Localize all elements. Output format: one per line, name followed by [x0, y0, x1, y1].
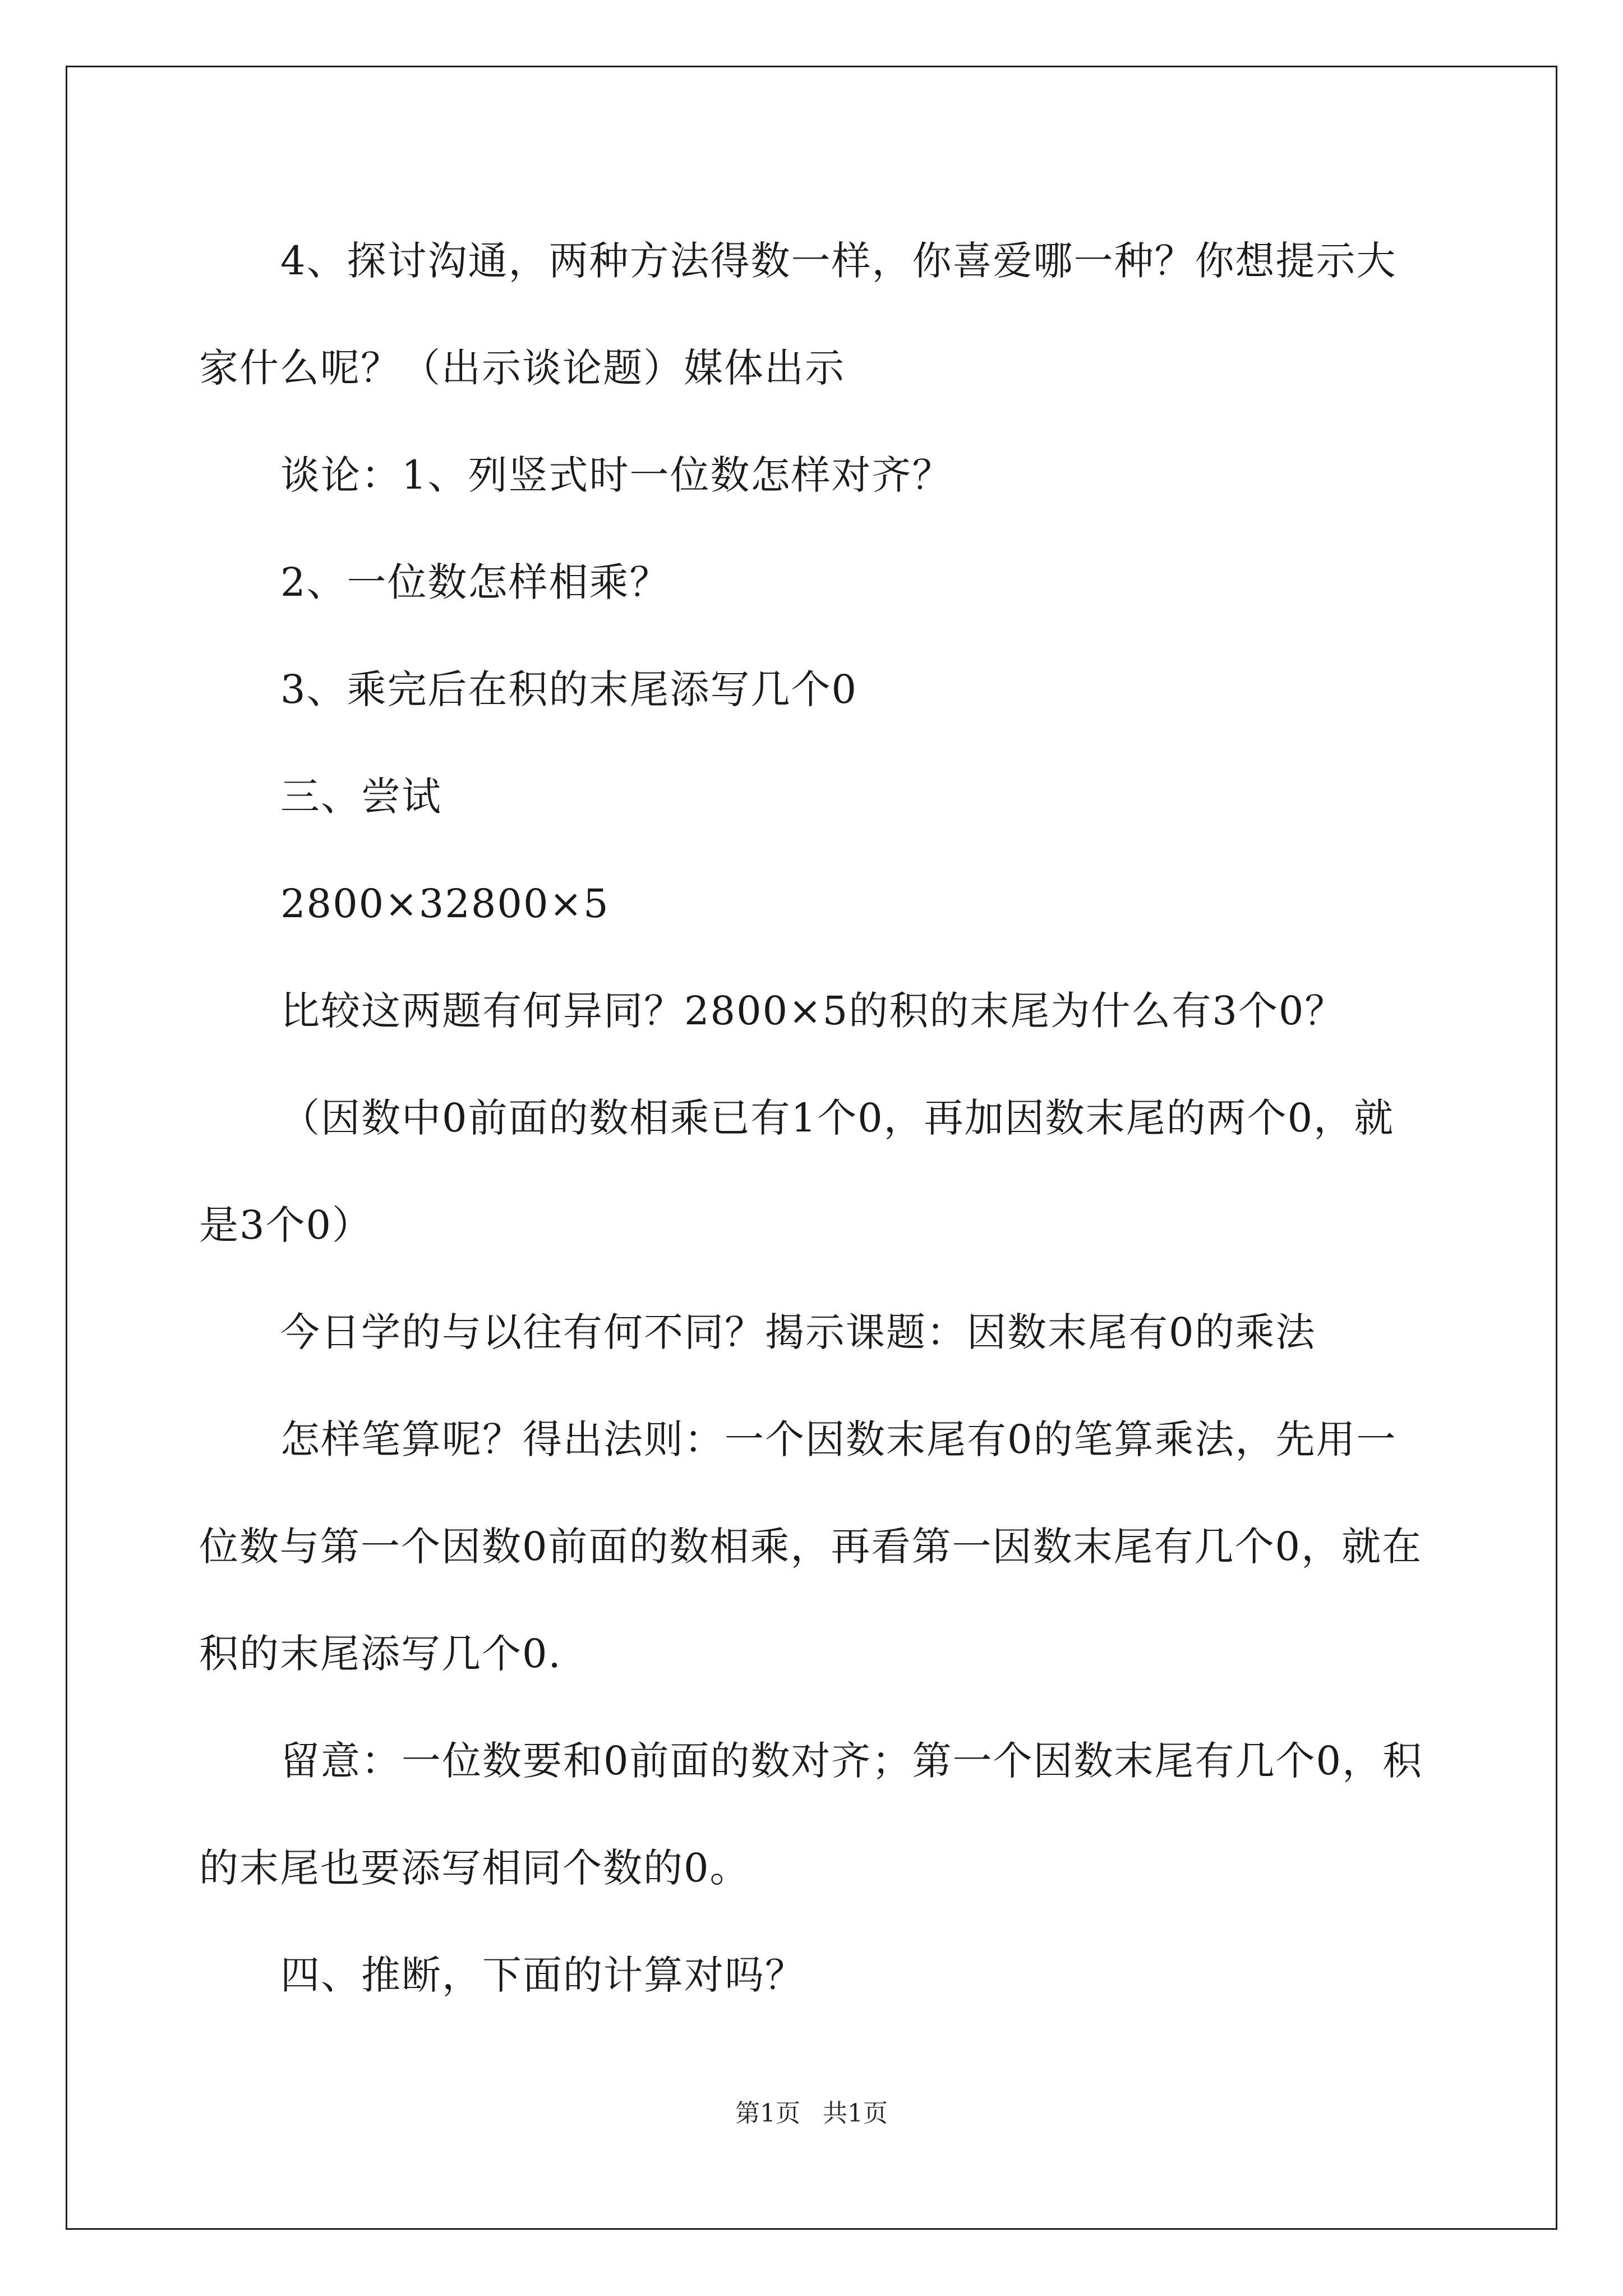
paragraph-discussion-q1: 谈论：1、列竖式时一位数怎样对齐？ — [280, 452, 953, 498]
page-number: 第1页 — [735, 2099, 800, 2128]
page-total: 共1页 — [823, 2099, 888, 2128]
paragraph-compare: 比较这两题有何异同？2800×5的积的末尾为什么有3个0？ — [280, 988, 1345, 1034]
page-footer — [0, 2097, 1623, 2131]
paragraph-explanation: （因数中0前面的数相乘已有1个0，再加因数末尾的两个0，就是3个0） — [199, 1095, 1395, 1248]
document-body — [199, 208, 1433, 2029]
paragraph-discussion-q2: 2、一位数怎样相乘？ — [280, 559, 670, 605]
section-heading-judge: 四、推断，下面的计算对吗？ — [280, 1952, 805, 1998]
paragraph-topic: 今日学的与以往有何不同？揭示课题：因数末尾有0的乘法 — [280, 1309, 1316, 1355]
paragraph-note: 留意：一位数要和0前面的数对齐；第一个因数末尾有几个0，积的末尾也要添写相同个数的0。 — [199, 1738, 1423, 1891]
paragraph-discussion-intro: 4、探讨沟通，两种方法得数一样，你喜爱哪一种？你想提示大家什么呢？（出示谈论题）媒体出示 — [199, 238, 1397, 391]
paragraph-rule: 怎样笔算呢？得出法则：一个因数末尾有0的笔算乘法，先用一位数与第一个因数0前面的数相乘，再看第一因数末尾有几个0，就在积的末尾添写几个0. — [199, 1416, 1423, 1677]
paragraph-discussion-q3: 3、乘完后在积的末尾添写几个0 — [280, 666, 858, 712]
section-heading-try: 三、尝试 — [280, 774, 442, 820]
paragraph-exercise: 2800×32800×5 — [280, 881, 610, 927]
